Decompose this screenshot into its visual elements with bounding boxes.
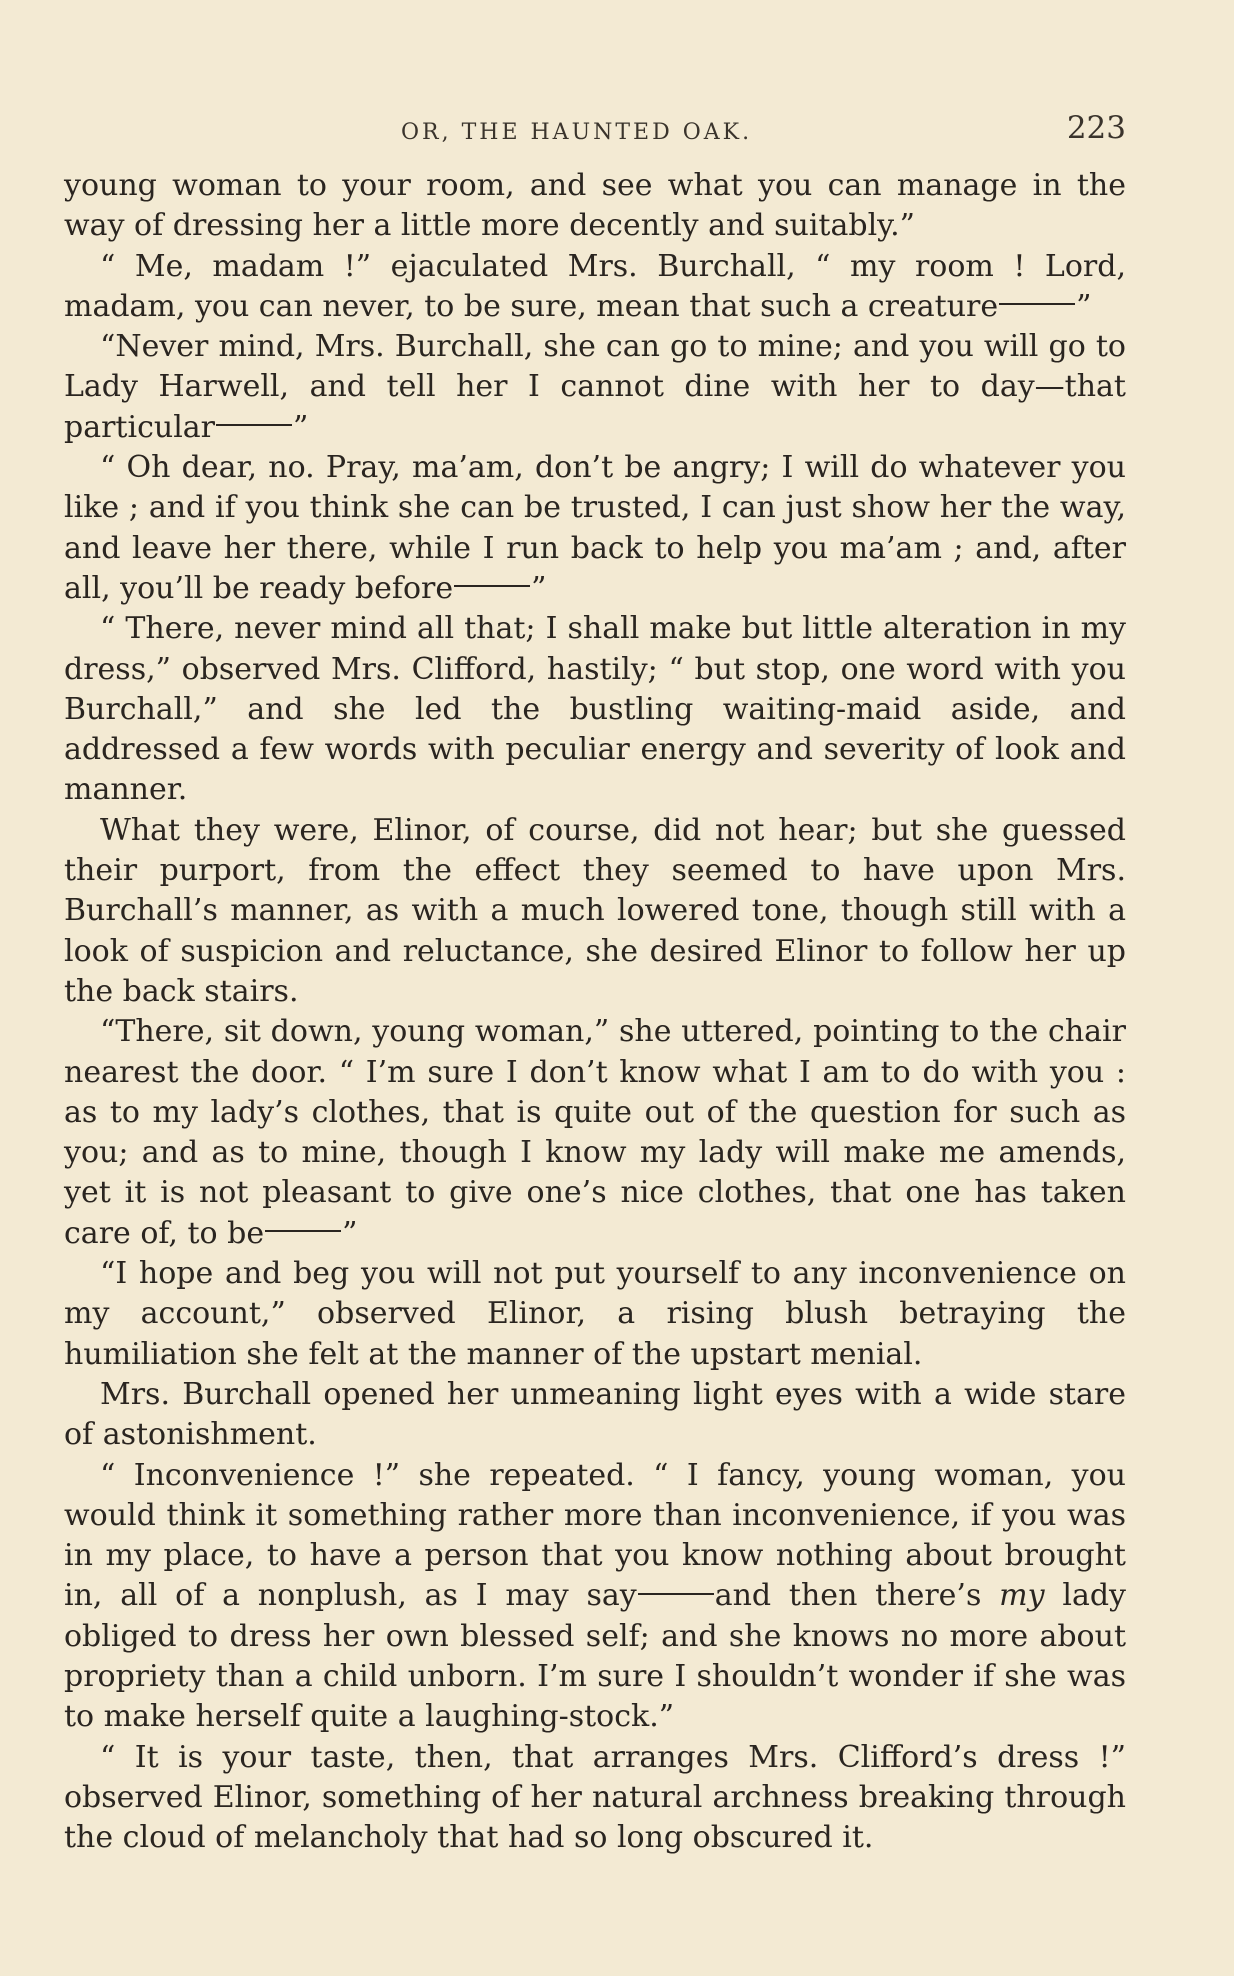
paragraph [64,811,1126,1012]
paragraph-text: “ Me, madam !” ejaculated Mrs. Burchall, “ my room ! Lord, madam, you can never, to be sure, mean that such a creature [64,248,1126,324]
paragraph [64,247,1126,328]
running-title: OR, THE HAUNTED OAK. [401,120,753,145]
paragraph [64,1375,1126,1456]
em-dash-rule [999,303,1075,305]
paragraph-text: lady obliged to dress her own blessed self; and she knows no more about propriety than a child unborn. I’m sure I shouldn’t wonder if she was to make herself quite a laughing-stock.” [64,1578,1126,1735]
paragraph [64,1254,1126,1375]
paragraph-text: ” [1076,288,1092,324]
paragraph-text: “I hope and beg you will not put yourself to any inconvenience on my account,” observed Elinor, a rising blush betraying the humiliation she felt at the manner of the upstart menial. [64,1256,1126,1372]
page-number: 223 [1066,110,1126,146]
em-dash-rule [216,424,292,426]
paragraph-text: “ There, never mind all that; I shall make but little alteration in my dress,” observed Mrs. Clifford, hastily; “ but stop, one word with you Burchall,” and she led the bustling waiting-maid aside, and addressed a few words with peculiar energy and severity of look and manner. [64,611,1126,808]
running-head [64,110,1126,166]
paragraph-text: ” [342,1215,358,1251]
paragraph-text: and then there’s [714,1578,1000,1614]
paragraph-text: young woman to your room, and see what you can manage in the way of dressing her a little more decently and suitably.” [64,168,1126,244]
paragraph [64,166,1126,247]
em-dash-rule [638,1593,714,1595]
paragraph-text: “Never mind, Mrs. Burchall, she can go to mine; and you will go to Lady Harwell, and tell her I cannot dine with her to day—that particular [64,329,1126,445]
paragraph-text: ” [293,409,309,445]
paragraph [64,327,1126,448]
paragraph-text: “ Oh dear, no. Pray, ma’am, don’t be angry; I will do whatever you like ; and if you think she can be trusted, I can just show her the way, and leave her there, while I run back to help you ma’am ; and, after all, you’ll be ready before [64,450,1126,606]
em-dash-rule [454,585,530,587]
paragraph-text: “ It is your taste, then, that arranges Mrs. Clifford’s dress !” observed Elinor, something of her natural archness breaking through the cloud of melancholy that had so long obscured it. [64,1739,1126,1856]
paragraph-text: ” [531,570,547,606]
paragraph [64,1456,1126,1738]
paragraph-text: “There, sit down, young woman,” she uttered, pointing to the chair nearest the door. “ I’m sure I don’t know what I am to do with you : as to my lady’s clothes, that is quite out of the question for such as you; and as to mine, though I know my lady will make me amends, yet it is not pleasant to give one’s nice clothes, that one has taken care of, to be [64,1014,1126,1251]
paragraph [64,448,1126,609]
paragraph [64,1738,1126,1859]
em-dash-rule [265,1230,341,1232]
paragraph [64,1012,1126,1254]
paragraph-text: What they were, Elinor, of course, did not hear; but she guessed their purport, from the effect they seemed to have upon Mrs. Burchall’s manner, as with a much lowered tone, though still with a look of suspicion and reluctance, she desired Elinor to follow her up the back stairs. [64,812,1126,1009]
paragraph-text: “ Inconvenience !” she repeated. “ I fancy, young woman, you would think it something rather more than inconvenience, if you was in my place, to have a person that you know nothing about brought in, all of a nonplush, as I may say [64,1457,1126,1614]
paragraph-text: Mrs. Burchall opened her unmeaning light eyes with a wide stare of astonishment. [64,1376,1126,1453]
body-text [64,166,1126,1858]
italic-word: my [999,1578,1045,1614]
paragraph [64,609,1126,810]
